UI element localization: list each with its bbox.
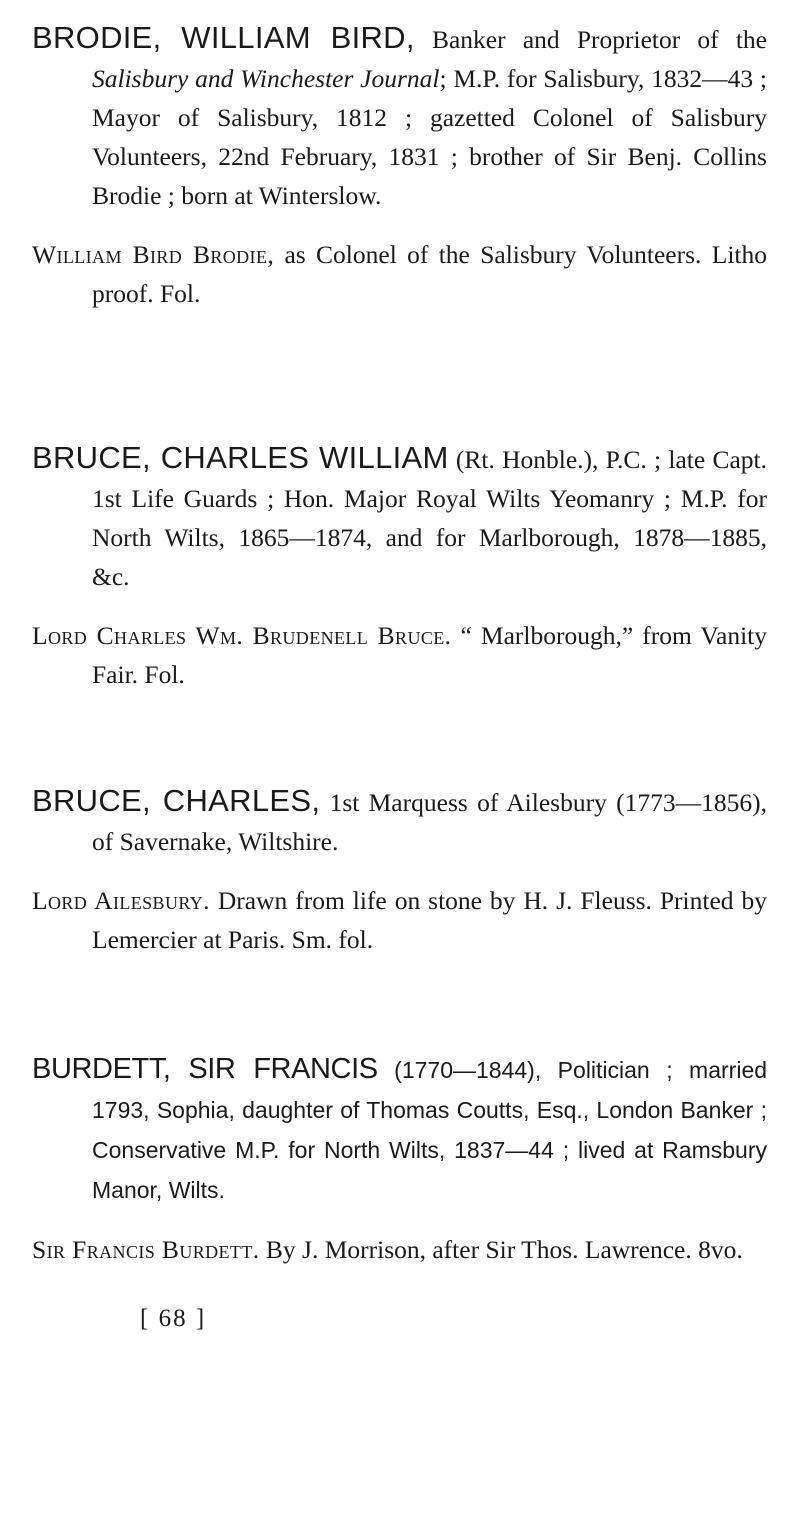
entry-bruce-charles: [32, 781, 767, 959]
portrait-line: [32, 1230, 767, 1269]
portrait-line: [32, 881, 767, 959]
entry-name: BURDETT, SIR FRANCIS: [32, 1053, 378, 1085]
entry-heading: [32, 18, 767, 215]
entry-description: (Rt. Honble.), P.C. ; late Capt. 1st Life Guards ; Hon. Major Royal Wilts Yeomanry ; M.P. for North Wilts, 1865—1874, and for Marlborough, 1878—1885, &c.: [92, 445, 767, 591]
portrait-title: Sir Francis Burdett.: [32, 1235, 260, 1264]
entry-name: BRUCE, CHARLES WILLIAM: [32, 440, 449, 475]
entry-heading: [32, 781, 767, 861]
portrait-line: [32, 616, 767, 694]
entry-journal-title: Salisbury and Winchester Journal: [92, 64, 440, 93]
portrait-description: “ Marlborough,” from Vanity Fair. Fol.: [92, 621, 767, 689]
entry-brodie: [32, 18, 767, 313]
entry-burdett: [32, 1050, 767, 1269]
portrait-title: William Bird Brodie,: [32, 240, 275, 269]
entry-heading: [32, 1050, 767, 1210]
entry-description-rest: ; M.P. for Salisbury, 1832—43 ; Mayor of Salisbury, 1812 ; gazetted Colonel of Salisbury Volunteers, 22nd February, 1831 ; brother of Sir Benj. Collins Brodie ; born at Winterslow.: [92, 64, 767, 210]
entry-name: BRUCE, CHARLES,: [32, 783, 321, 818]
portrait-description: as Colonel of the Salisbury Volunteers. Litho proof. Fol.: [92, 240, 767, 308]
portrait-title: Lord Ailesbury.: [32, 886, 210, 915]
entry-bruce-charles-william: [32, 438, 767, 694]
entry-description: (1770—1844), Politician ; married 1793, Sophia, daughter of Thomas Coutts, Esq., London Banker ; Conservative M.P. for North Wilts, 1837—44 ; lived at Ramsbury Manor, Wilts.: [92, 1057, 768, 1203]
portrait-description: By J. Morrison, after Sir Thos. Lawrence. 8vo.: [265, 1235, 743, 1264]
page-number: [ 68 ]: [140, 1305, 207, 1332]
portrait-line: [32, 235, 767, 313]
entry-heading: [32, 438, 767, 596]
portrait-description: Drawn from life on stone by H. J. Fleuss. Printed by Lemercier at Paris. Sm. fol.: [92, 886, 767, 954]
entry-description: 1st Marquess of Ailesbury (1773—1856), of Savernake, Wiltshire.: [92, 788, 768, 856]
portrait-title: Lord Charles Wm. Brudenell Bruce.: [32, 621, 452, 650]
entry-description: Banker and Proprietor of the: [431, 25, 768, 54]
entry-name: BRODIE, WILLIAM BIRD,: [32, 20, 415, 55]
